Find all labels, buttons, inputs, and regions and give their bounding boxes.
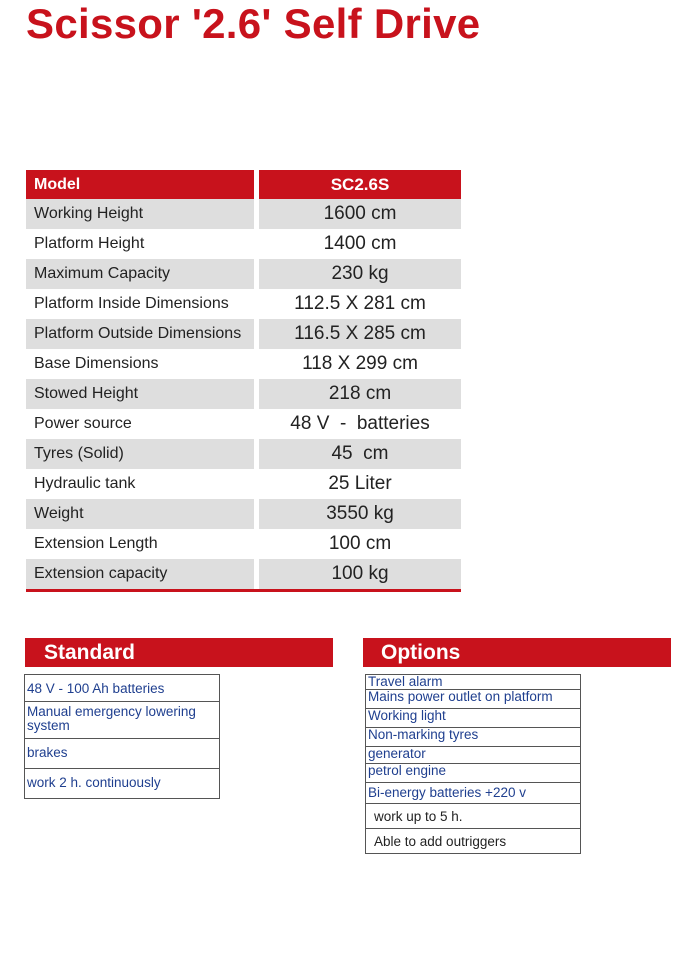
table-row [26,439,461,469]
table-row [26,199,461,229]
spec-value: 112.5 X 281 cm [294,293,426,314]
spec-label: Stowed Height [26,379,254,409]
spec-label: Working Height [26,199,254,229]
list-item: Travel alarm [366,675,581,690]
spec-label: Base Dimensions [34,355,159,372]
spec-table-bottom-rule [26,589,461,592]
spec-label: Platform Height [34,235,145,252]
list-item: Non-marking tyres [366,728,581,747]
list-item: Working light [366,709,581,728]
table-row [26,529,461,559]
table-row [26,319,461,349]
table-row [26,499,461,529]
list-item: Mains power outlet on platform [366,690,581,709]
spec-label: Weight [26,499,254,529]
list-item: work 2 h. continuously [25,769,220,799]
spec-label: Platform Inside Dimensions [34,295,229,312]
table-row [26,229,461,259]
table-row [26,469,461,499]
spec-value: 1400 cm [323,233,397,254]
list-item: Able to add outriggers [366,829,581,854]
spec-label: Tyres (Solid) [26,439,254,469]
page-title: Scissor '2.6' Self Drive [26,0,481,47]
spec-header-value: SC2.6S [259,170,461,199]
spec-label: Platform Outside Dimensions [26,319,254,349]
table-row [26,559,461,589]
spec-value: 3550 kg [259,499,461,529]
spec-value: 1600 cm [259,199,461,229]
spec-header-label: Model [26,170,254,199]
spec-value: 118 X 299 cm [302,353,418,374]
list-item: Manual emergency lowering system [25,702,220,739]
standard-heading: Standard [25,638,333,667]
spec-value: 48 V - batteries [290,413,430,434]
spec-value: 218 cm [259,379,461,409]
spec-value: 116.5 X 285 cm [259,319,461,349]
standard-list [24,674,220,799]
table-row [26,289,461,319]
spec-value: 45 cm [259,439,461,469]
list-item: generator [366,747,581,764]
spec-label: Hydraulic tank [34,475,136,492]
list-item: petrol engine [366,764,581,783]
list-item: 48 V - 100 Ah batteries [25,675,220,702]
table-row [26,379,461,409]
spec-label: Extension Length [34,535,158,552]
spec-label: Power source [34,415,132,432]
list-item: Bi-energy batteries +220 v [366,783,581,804]
table-row [26,409,461,439]
table-row [26,349,461,379]
spec-table-header [26,170,461,199]
spec-label: Extension capacity [26,559,254,589]
spec-label: Maximum Capacity [26,259,254,289]
spec-value: 100 kg [259,559,461,589]
spec-value: 100 cm [328,533,392,554]
spec-table [26,170,461,592]
options-heading: Options [363,638,671,667]
spec-value: 230 kg [259,259,461,289]
list-item: work up to 5 h. [366,804,581,829]
table-row [26,259,461,289]
list-item: brakes [25,739,220,769]
spec-value: 25 Liter [328,473,392,494]
options-list [365,674,581,854]
